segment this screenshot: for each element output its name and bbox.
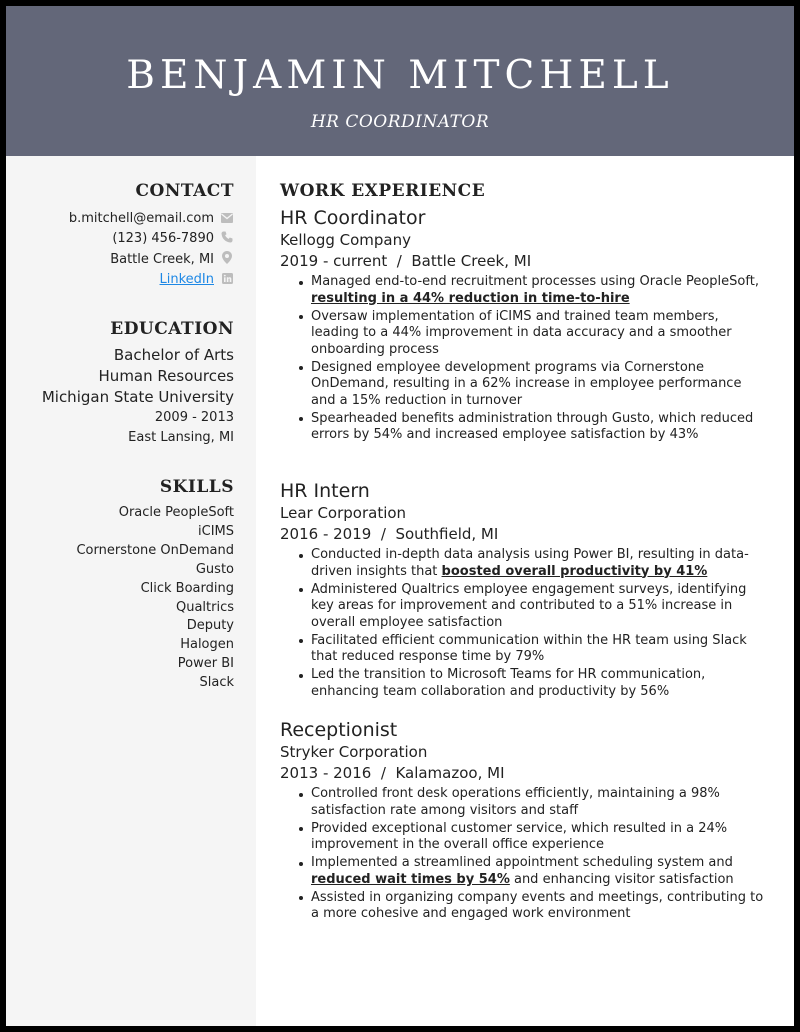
bullet-item: Spearheaded benefits administration through Gusto, which reduced errors by 54% and increased employee satisfaction by 43% [280, 411, 770, 444]
bullet-item: Led the transition to Microsoft Teams for HR communication, enhancing team collaboration and productivity by 56% [280, 667, 770, 700]
bullet-item: Administered Qualtrics employee engagement surveys, identifying key areas for improvement and contributed to a 51% increase in overall employee satisfaction [280, 582, 770, 632]
skill-item: iCIMS [198, 523, 234, 539]
bullet-item: Facilitated efficient communication within the HR team using Slack that reduced response time by 79% [280, 633, 770, 666]
skill-item: Click Boarding [140, 580, 234, 596]
contact-linkedin-row [14, 270, 234, 290]
skill-item: Oracle PeopleSoft [118, 505, 234, 520]
contact-heading: CONTACT [135, 181, 234, 201]
sidebar [6, 156, 256, 1026]
job-dates: 2019 - current [280, 252, 388, 270]
skill-item: Halogen [180, 637, 234, 653]
phone-icon [220, 229, 234, 249]
job-dates-location: 2013 - 2016 / Kalamazoo, MI [280, 764, 505, 782]
job-bullets [280, 786, 770, 923]
contact-location: Battle Creek, MI [110, 251, 214, 267]
job-location: Battle Creek, MI [411, 252, 532, 270]
education-major: Human Resources [98, 367, 234, 385]
education-degree: Bachelor of Arts [113, 346, 234, 364]
contact-email-row [14, 209, 234, 229]
job-entry [280, 206, 770, 445]
bullet-item: Conducted in-depth data analysis using Power BI, resulting in data-driven insights that boosted overall productivity by 41% [280, 547, 770, 580]
contact-location-row [14, 250, 234, 270]
bullet-item: Assisted in organizing company events and meetings, contributing to a more cohesive and engaged work environment [280, 890, 770, 923]
bullet-item: Oversaw implementation of iCIMS and trained team members, leading to a 44% improvement in data accuracy and a smoother onboarding process [280, 309, 770, 359]
bullet-item: Controlled front desk operations efficiently, maintaining a 98% satisfaction rate among visitors and staff [280, 786, 770, 819]
candidate-title: HR COORDINATOR [310, 112, 490, 132]
job-entry [280, 718, 770, 924]
contact-phone: (123) 456-7890 [112, 231, 214, 247]
education-location: East Lansing, MI [128, 430, 234, 445]
bullet-item: Designed employee development programs via Cornerstone OnDemand, resulting in a 62% increase in employee performance and a 15% reduction in turnover [280, 360, 770, 410]
job-entry [280, 479, 770, 702]
job-bullets [280, 547, 770, 700]
skill-item: Slack [199, 675, 234, 691]
linkedin-icon [220, 270, 234, 290]
contact-email: b.mitchell@email.com [68, 211, 214, 227]
job-title: HR Coordinator [280, 207, 426, 229]
skill-item: Cornerstone OnDemand [76, 542, 234, 558]
skill-item: Qualtrics [175, 599, 234, 615]
job-company: Stryker Corporation [280, 743, 428, 761]
job-title: HR Intern [280, 480, 370, 502]
envelope-icon [220, 209, 234, 229]
candidate-name: BENJAMIN MITCHELL [126, 53, 674, 98]
work-experience-heading: WORK EXPERIENCE [280, 181, 486, 201]
bullet-item: Implemented a streamlined appointment scheduling system and reduced wait times by 54% and enhancing visitor satisfaction [280, 855, 770, 888]
header-banner [6, 6, 794, 156]
job-dates: 2013 - 2016 [280, 764, 372, 782]
job-bullets [280, 274, 770, 444]
job-dates-location: 2016 - 2019 / Southfield, MI [280, 525, 499, 543]
education-heading: EDUCATION [110, 319, 234, 339]
skill-item: Deputy [186, 618, 234, 634]
linkedin-link[interactable]: LinkedIn [159, 272, 214, 288]
job-dates: 2016 - 2019 [280, 525, 372, 543]
skill-item: Gusto [195, 561, 234, 577]
resume-page [6, 6, 794, 1026]
contact-section [14, 180, 234, 290]
job-company: Lear Corporation [280, 504, 407, 522]
bullet-item: Provided exceptional customer service, which resulted in a 24% improvement in the overall office experience [280, 821, 770, 854]
skills-section [14, 476, 234, 693]
job-title: Receptionist [280, 719, 398, 741]
map-pin-icon [220, 250, 234, 270]
job-dates-location: 2019 - current / Battle Creek, MI [280, 252, 532, 270]
skills-heading: SKILLS [159, 477, 234, 497]
job-location: Kalamazoo, MI [395, 764, 505, 782]
contact-phone-row [14, 229, 234, 249]
education-section [14, 318, 234, 448]
education-school: Michigan State University [41, 388, 234, 406]
skill-item: Power BI [177, 656, 234, 672]
education-years: 2009 - 2013 [154, 410, 234, 425]
job-location: Southfield, MI [395, 525, 499, 543]
job-company: Kellogg Company [280, 231, 412, 249]
bullet-item: Managed end-to-end recruitment processes using Oracle PeopleSoft, resulting in a 44% reduction in time-to-hire [280, 274, 770, 307]
